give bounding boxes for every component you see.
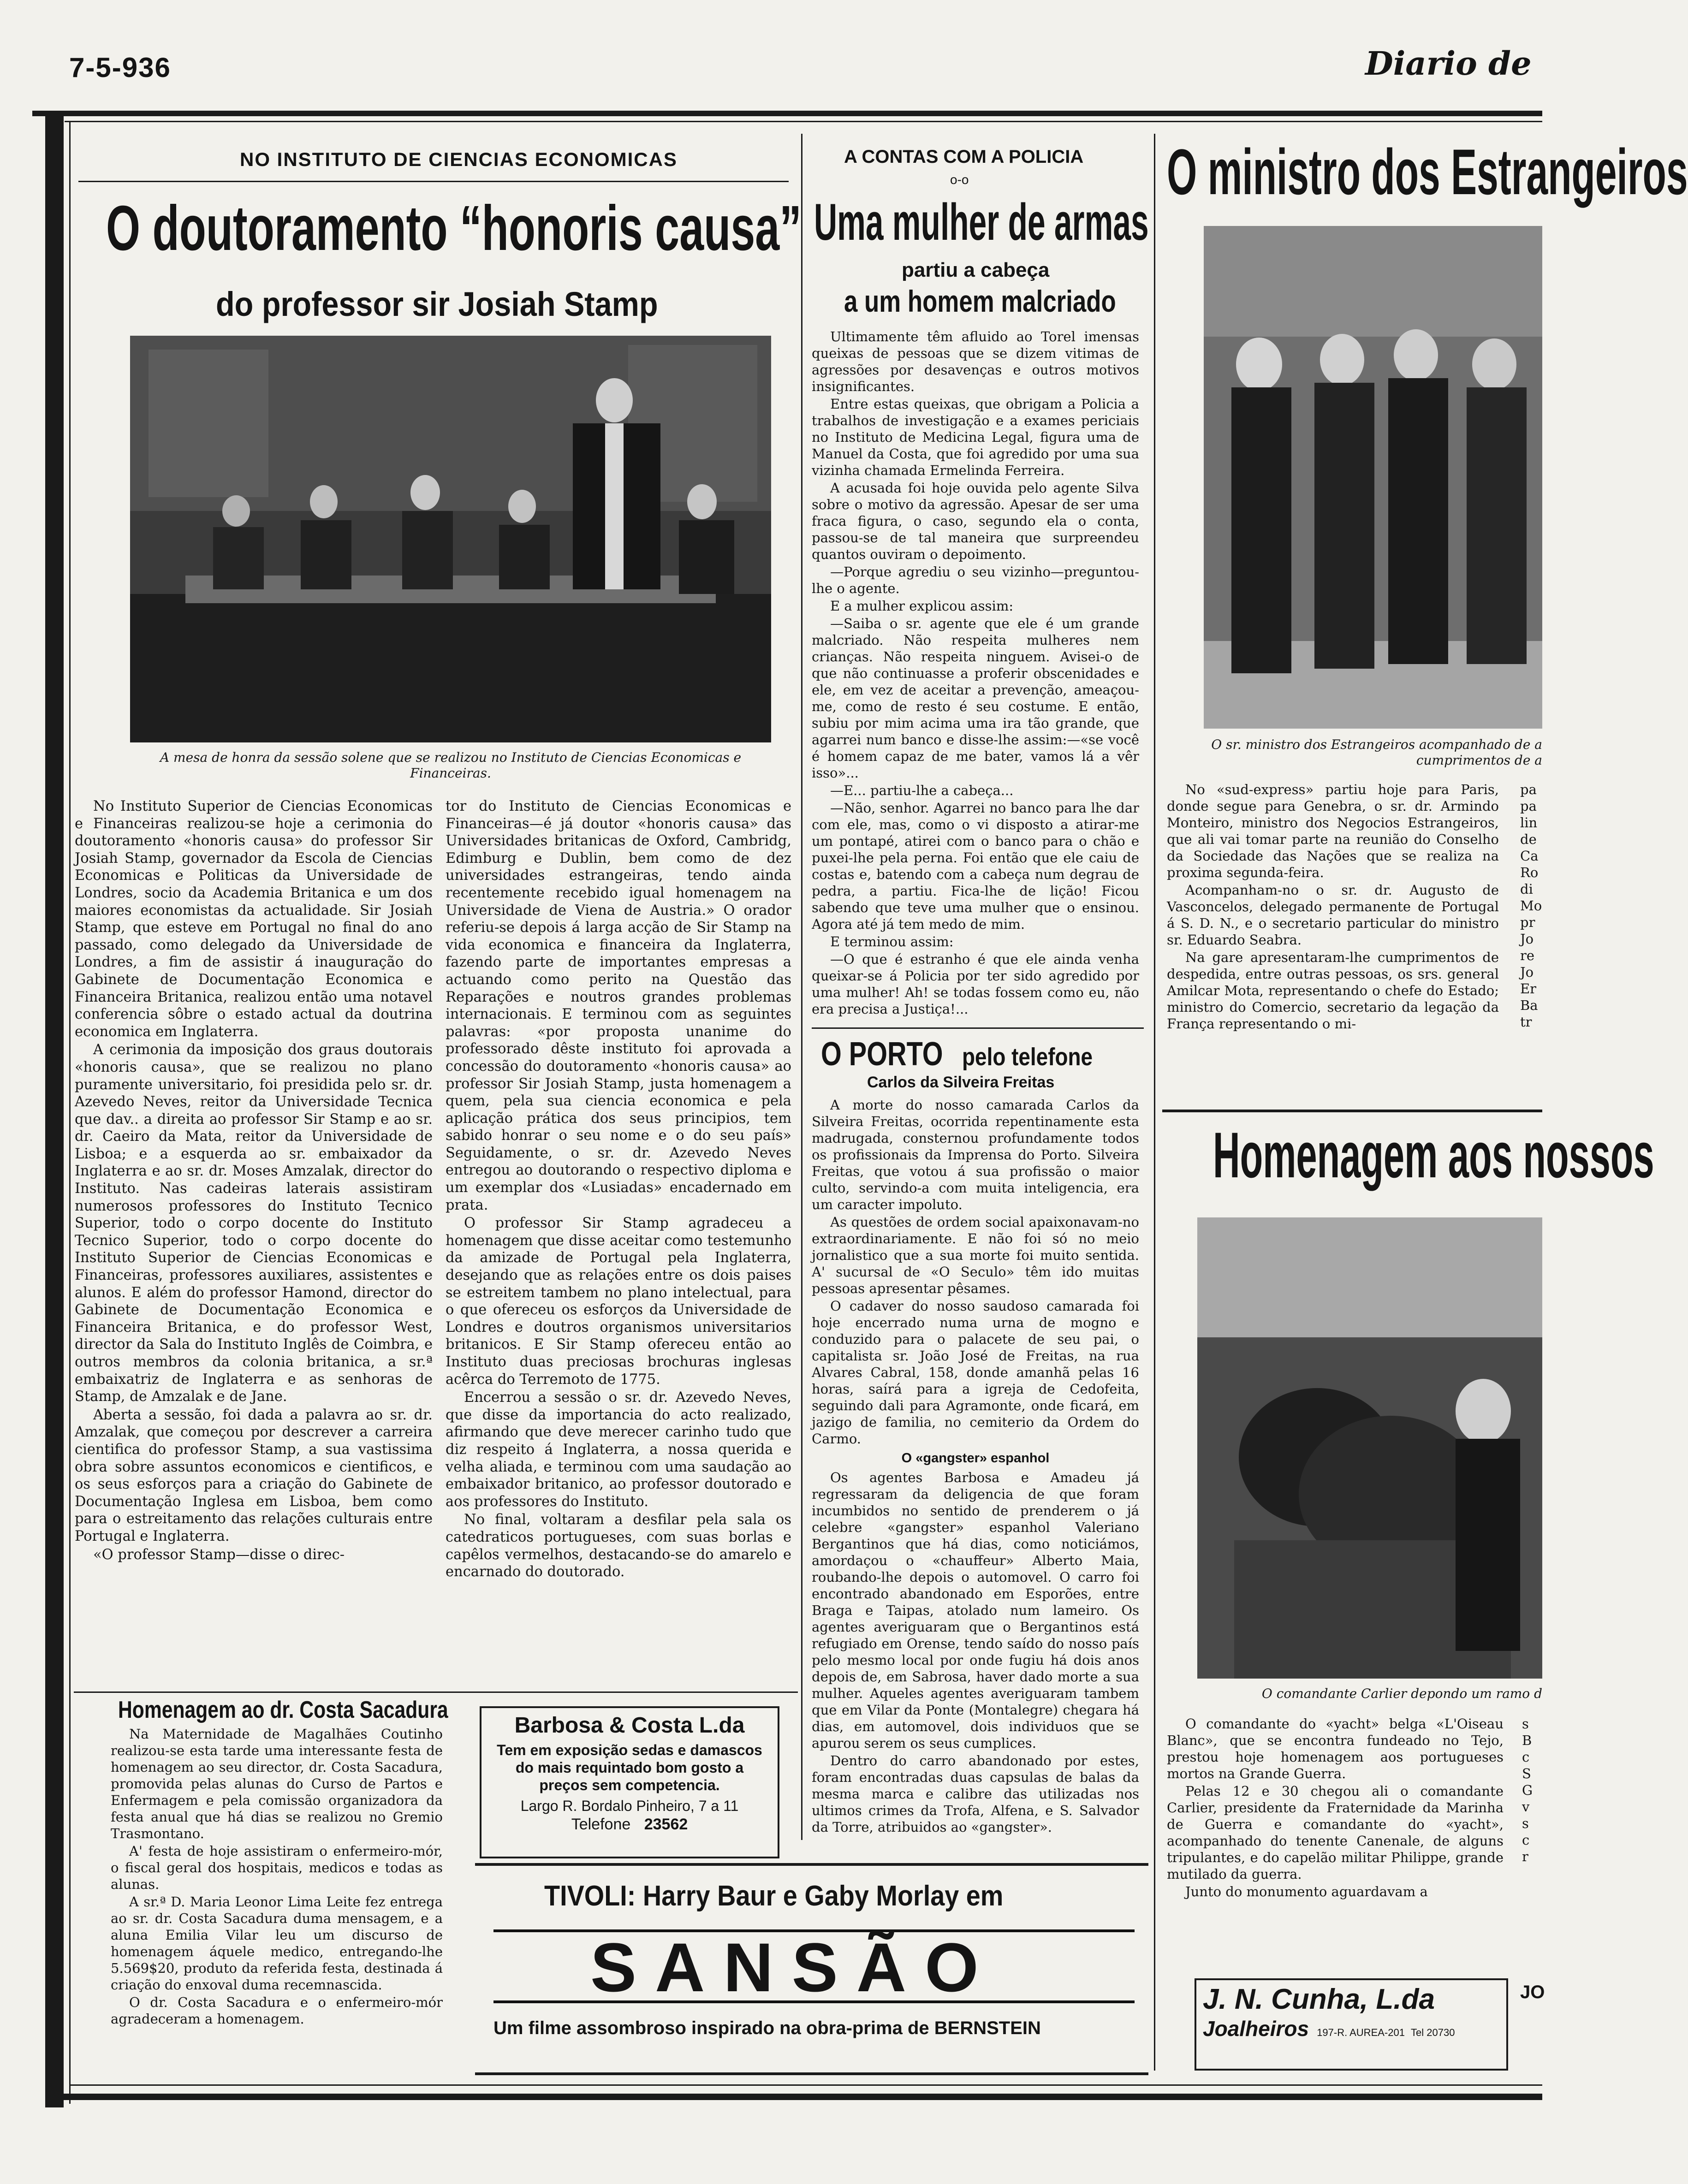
porto-headline-rest: pelo telefone — [962, 1043, 1093, 1071]
ceremony-photo-illustration — [130, 336, 771, 742]
ministro-col2-l12: Jo — [1520, 964, 1534, 980]
policia-ornament: o-o — [950, 172, 969, 187]
page-date: 7-5-936 — [69, 52, 171, 83]
porto-gangster-title: O «gangster» espanhol — [901, 1451, 1050, 1466]
policia-sub1: partiu a cabeça — [902, 259, 1050, 281]
porto-p2: As questões de ordem social apaixonavam-no extraordinariamente. E não foi só no meio jornalistico que a sua morte foi muito sentida. A' sucursal de «O Seculo» têm ido muitas pessoas apresentar pêsames. — [812, 1214, 1139, 1296]
porto-headline — [821, 1035, 1116, 1076]
instituto-col2-p1: tor do Instituto de Ciencias Economicas e Financeiras—é já doutor «honoris causa» das Universidades britanicas de Oxford, Cambridg, Edimburg e Dublin, bem como de dez universidades estrangeiras, tendo ainda recentemente recebido igual homenagem na Universidade de Viena de Austria.» O orador referiu-se depois á larga acção de Sir Stamp na vida economica e financeira da Inglaterra, fazendo parte de importantes empresas a actuando como perito na Questão das Reparações e noutros grandes problemas internacionais. E terminou com as seguintes palavras: «por proposta unanime do professorado dêste instituto foi aprovada a concessão do doutoramento «honoris causa» ao professor Sir Josiah Stamp, justa homenagem a quem, pela sua ciencia economica e pela aplicação prática dos seus principios, tem sabido honrar o seu nome e o do seu país» Seguidamente, o sr. dr. Azevedo Neves entregou ao doutorando o respectivo diploma e um exemplar dos «Lusiadas» encadernado em prata. — [446, 798, 791, 1213]
cunha-ad — [1195, 1978, 1508, 2071]
ministro-col2-l2: pa — [1520, 798, 1537, 814]
tivoli-line1: TIVOLI: Harry Baur e Gaby Morlay em — [544, 1880, 1004, 1912]
policia-p9: E terminou assim: — [830, 934, 954, 950]
sacadura-p1: Na Maternidade de Magalhães Coutinho realizou-se esta tarde uma interessante festa de homenagem ao seu director, dr. Costa Sacadura, promovida pelas alunas do Curso de Partos e Enfermagem e pela comissão organizadora da festa anual que há dias se realizou no Gremio Trasmontano. — [111, 1726, 443, 1841]
ministro-col2-l8: Mo — [1520, 898, 1542, 914]
instituto-col1-p1: No Instituto Superior de Ciencias Economicas e Financeiras realizou-se hoje a cerimonia do doutoramento «honoris causa» do professor Sir Josiah Stamp, governador da Escola de Ciencias Economicas e Politicas da Universidade de Londres, socio da Academia Britanica e um dos maiores economistas da actualidade. Sir Josiah Stamp, que esteve em Portugal no final do ano passado, como delegado da Universidade de Londres, a fim de assistir á inauguração do Gabinete de Documentação Economica e Financeira Britanica, realizou então uma notavel conferencia sôbre o estado actual da doutrina economica em Inglaterra. — [75, 798, 433, 1040]
barbosa-phone-label: Telefone — [571, 1816, 631, 1833]
instituto-col2-p4: No final, voltaram a desfilar pela sala os catedraticos portugueses, com suas borlas e capêlos vermelhos, destacando-se do amarelo e encarnado do doutorado. — [446, 1512, 791, 1580]
policia-p1: Ultimamente têm afluido ao Torel imensas queixas de pessoas que se dizem vitimas de agressões por desavenças e outros motivos insignificantes. — [812, 329, 1139, 394]
top-rule-thin — [65, 121, 1542, 122]
ministro-photo-illustration — [1204, 226, 1542, 729]
barbosa-title: Barbosa & Costa L.da — [514, 1713, 745, 1738]
barbosa-address: Largo R. Bordalo Pinheiro, 7 a 11 — [520, 1798, 739, 1814]
left-border — [45, 111, 64, 2107]
homenagem-col2-l2: B — [1522, 1733, 1532, 1748]
ministro-col2-l15: tr — [1520, 1014, 1532, 1030]
tivoli-tagline: Um filme assombroso inspirado na obra-prima de BERNSTEIN — [493, 2018, 1041, 2038]
instituto-kicker-rule — [78, 181, 789, 182]
ministro-col2-l14: Ba — [1520, 997, 1538, 1013]
ministro-bottom-rule — [1162, 1110, 1542, 1112]
porto-p3: O cadaver do nosso saudoso camarada foi hoje encerrado numa urna de mogno e conduzido para o palacete de seu pai, o capitalista sr. João José de Freitas, na rua Alvares Cabral, 158, donde amanhã pelas 16 horas, saírá para a igreja de Cedofeita, seguindo dali para Agramonte, onde ficará, em jazigo de familia, no cemiterio da Ordem do Carmo. — [812, 1298, 1139, 1447]
ministro-col2-l7: di — [1520, 881, 1533, 897]
cunha-phone: Tel 20730 — [1411, 2027, 1455, 2038]
policia-headline: Uma mulher de armas — [814, 193, 1149, 251]
cunha-sub-line — [1203, 2016, 1500, 2041]
homenagem-col2-l1: s — [1522, 1716, 1529, 1732]
porto-headline-bold: O PORTO — [821, 1036, 943, 1073]
ministro-col2-l11: re — [1520, 948, 1535, 963]
policia-bottom-rule — [812, 1027, 1144, 1029]
ministro-col2-l9: pr — [1520, 914, 1535, 930]
policia-p6: —Saiba o sr. agente que ele é um grande malcriado. Não respeita mulheres nem crianças. Não respeita ninguem. Avisei-o de que não continuasse a proferir obscenidades e ele, em vez de aceitar a prevenção, ameaçou-me, como de resto é seu costume. E então, subiu por mim acima uma ira tão grande, que agarrei num banco e disse-lhe assim:—«se você é homem capaz de me bater, vamos lá a vêr isso»... — [812, 616, 1139, 781]
homenagem-photo-illustration — [1197, 1217, 1542, 1679]
barbosa-ad — [480, 1706, 779, 1858]
tivoli-title: SANSÃO — [590, 1929, 997, 2006]
ministro-col2-l1: pa — [1520, 782, 1537, 797]
cunha-title: J. N. Cunha, L.da — [1203, 1983, 1435, 2015]
instituto-column-2 — [446, 798, 791, 1688]
instituto-column-1 — [75, 798, 433, 1688]
policia-p10: —O que é estranho é que ele ainda venha queixar-se á Policia por ter sido agredido por uma mulher! Ah! se todas fossem como eu, não era precisa a Justiça!... — [812, 951, 1139, 1017]
ministro-p1: No «sud-express» partiu hoje para Paris, donde segue para Genebra, o sr. dr. Armindo Monteiro, ministro dos Negocios Estrangeiros, que ali vai tomar parte na reunião do Conselho da Sociedade das Nações que se realiza na proxima segunda-feira. — [1167, 782, 1499, 880]
sacadura-headline: Homenagem ao dr. Costa Sacadura — [118, 1697, 448, 1723]
policia-p5: E a mulher explicou assim: — [830, 598, 1014, 614]
ministro-col2-l6: Ro — [1520, 865, 1539, 880]
instituto-photo — [130, 336, 771, 742]
bottom-rule — [45, 2094, 1542, 2100]
homenagem-column-2 — [1522, 1715, 1542, 1974]
porto-p1: A morte do nosso camarada Carlos da Silveira Freitas, ocorrida repentinamente esta madrugada, consternou profundamente todos os profissionais da Imprensa do Porto. Silveira Freitas, que votou á sua profissão o maior culto, servindo-a com muita inteligencia, era um caracter impoluto. — [812, 1097, 1139, 1212]
cunha-sub: Joalheiros — [1203, 2017, 1309, 2041]
ministro-column-2 — [1520, 781, 1542, 1095]
instituto-kicker: NO INSTITUTO DE CIENCIAS ECONOMICAS — [240, 148, 678, 170]
homenagem-col2-l3: c — [1522, 1749, 1530, 1765]
ministro-column-1 — [1167, 781, 1499, 1095]
policia-p8: —Não, senhor. Agarrei no banco para lhe dar com ele, mas, como o vi disposto a atirar-me um pontapé, atirei com o banco para o chão e puxei-lhe pela perna. Foi então que ele caiu de costas e, batendo com a cabeça num degrau de pedra, a partiu. Fica-lhe de lição! Ficou sabendo que teve uma mulher que o ensinou. Agora até já tem medo de mim. — [812, 800, 1139, 932]
policia-p7: —E... partiu-lhe a cabeça... — [830, 783, 1014, 798]
homenagem-p3: Junto do monumento aguardavam a — [1185, 1884, 1428, 1899]
homenagem-col2-l6: v — [1522, 1799, 1530, 1815]
left-border-thin — [69, 121, 71, 2104]
ministro-p2: Acompanham-no o sr. dr. Augusto de Vasconcelos, delegado permanente de Portugal á S. D. N., e o secretario particular do ministro sr. Eduardo Seabra. — [1167, 882, 1499, 948]
ministro-photo-caption: O sr. ministro dos Estrangeiros acompanhado de a cumprimentos de a — [1211, 737, 1542, 768]
masthead: Diario de — [1365, 44, 1532, 83]
ministro-p3: Na gare apresentaram-lhe cumprimentos de despedida, entre outras pessoas, os srs. general Amilcar Mota, representando o chefe do Estado; ministro do Comercio, secretario da legação da França representando o mi- — [1167, 950, 1499, 1032]
sacadura-p3: A sr.ª D. Maria Leonor Lima Leite fez entrega ao sr. dr. Costa Sacadura duma mensagem, e a aluna Emilia Vilar leu um discurso de homenagem áquele medico, entregando-lhe 5.569$20, produto da referida festa, destinada á criação do enxoval duma recemnascida. — [111, 1894, 443, 1993]
instituto-col1-p4: «O professor Stamp—disse o direc- — [93, 1546, 345, 1563]
policia-kicker: A CONTAS COM A POLICIA — [844, 147, 1084, 167]
barbosa-phone: 23562 — [644, 1816, 688, 1833]
homenagem-photo — [1197, 1217, 1542, 1679]
top-rule — [32, 111, 1542, 116]
instituto-bottom-rule — [74, 1691, 798, 1693]
sacadura-p4: O dr. Costa Sacadura e o enfermeiro-mór agradeceram a homenagem. — [111, 1994, 443, 2027]
policia-sub2: a um homem malcriado — [844, 284, 1116, 318]
policia-p3: A acusada foi hoje ouvida pelo agente Silva sobre o motivo da agressão. Apesar de ser uma fraca figura, o caso, segundo ela o conta, passou-se de tal maneira que surpreendeu quantos ouviram o depoimento. — [812, 480, 1139, 562]
instituto-headline: O doutoramento “honoris causa” — [106, 193, 802, 264]
ministro-photo — [1204, 226, 1542, 729]
ministro-col2-l3: lin — [1520, 815, 1538, 831]
col-sep-2 — [1154, 134, 1155, 2071]
instituto-col2-p3: Encerrou a sessão o sr. dr. Azevedo Neves, que disse da importancia do acto realizado, afirmando que deve merecer carinho tudo que diz respeito á Inglaterra, a nossa querida e velha aliada, e terminou com uma saudação ao embaixador britanico, ao professor doutorado e aos professores do Instituto. — [446, 1389, 791, 1510]
homenagem-col2-l7: s — [1522, 1816, 1529, 1831]
homenagem-col2-l5: G — [1522, 1782, 1533, 1798]
porto-body — [812, 1097, 1139, 1839]
homenagem-col2-l9: r — [1522, 1849, 1528, 1864]
instituto-col1-p3: Aberta a sessão, foi dada a palavra ao sr. dr. Amzalak, que começou por descrever a carreira cientifica do professor Stamp, a sua vastissima obra sobre assuntos economicos e cientificos, e os seus esforços para a criação do Gabinete de Documentação Inglesa em Lisboa, bem como para o estreitamento das relações culturais entre Portugal e Inglaterra. — [75, 1407, 433, 1544]
ministro-col2-l10: Jo — [1520, 931, 1534, 947]
homenagem-col2-l8: c — [1522, 1832, 1530, 1848]
policia-body — [812, 328, 1139, 1020]
tivoli-ad — [475, 1863, 1148, 2075]
homenagem-p2: Pelas 12 e 30 chegou ali o comandante Carlier, presidente da Fraternidade da Marinha de Guerra e comandante do «yacht», acompanhado do tenente Canenale, de alguns tripulantes, e do capelão militar Philippe, grande mutilado da guerra. — [1167, 1783, 1504, 1882]
barbosa-phone-line — [491, 1815, 768, 1834]
ministro-col2-l13: Er — [1520, 981, 1537, 997]
homenagem-column-1 — [1167, 1715, 1504, 1974]
barbosa-line1: Tem em exposição sedas e damascos do mais requintado bom gosto a preços sem competencia. — [497, 1742, 762, 1793]
porto-gangster-p2: Dentro do carro abandonado por estes, foram encontradas duas capsulas de balas da mesma marca e calibre das utilizadas nos ultimos crimes da Trofa, Alfena, e S. Salvador da Torre, atribuidos ao «gangster». — [812, 1753, 1139, 1835]
policia-p2: Entre estas queixas, que obrigam a Policia a trabalhos de investigação e a exames periciais no Instituto de Medicina Legal, figura uma de Manuel da Costa, que foi agredido por uma sua vizinha chamada Ermelinda Ferreira. — [812, 396, 1139, 478]
porto-gangster-p1: Os agentes Barbosa e Amadeu já regressaram da deligencia de que foram incumbidos no sentido de prenderem o já celebre «gangster» espanhol Valeriano Bergantinos que há dias, como noticiámos, amordaçou o «chauffeur» Alberto Maia, roubando-lhe depois o automovel. O carro foi encontrado abandonado em Esporões, entre Braga e Taipas, atolado num lameiro. Os agentes averiguaram que o Bergantinos está refugiado em Orense, tendo saído do nosso país pelo mesmo local por onde fugiu há dois anos depois de, em Sabrosa, haver dado morte a sua mulher. Aqueles agentes averiguaram tambem que em Vilar da Ponte (Montalegre) chegara há dias, em automovel, dois individuos que se apurou serem os seus cumplices. — [812, 1470, 1139, 1751]
ministro-headline: O ministro dos Estrangeiros — [1167, 136, 1688, 208]
homenagem-col2-l4: S — [1522, 1766, 1531, 1781]
homenagem-p1: O comandante do «yacht» belga «L'Oiseau Blanc», que se encontra fundeado no Tejo, prestou hoje homenagem aos portugueses mortos na Grande Guerra. — [1167, 1716, 1504, 1781]
instituto-subhead: do professor sir Josiah Stamp — [216, 285, 658, 323]
bottom-rule-thin — [69, 2084, 1542, 2086]
homenagem-headline: Homenagem aos nossos — [1213, 1119, 1654, 1191]
col-sep-1 — [801, 134, 802, 1840]
instituto-col2-p2: O professor Sir Stamp agradeceu a homenagem que disse aceitar como testemunho da amizade de Portugal pela Inglaterra, desejando que as relações entre os dois paises se estreitem tambem no plano intelectual, para o que ofereceu os esforços da Universidade de Londres e doutros organismos universitarios britanicos. E Sir Stamp ofereceu então ao Instituto duas preciosas brochuras inglesas acêrca do Terremoto de 1775. — [446, 1215, 791, 1388]
ministro-col2-l5: Ca — [1520, 848, 1539, 864]
instituto-photo-caption: A mesa de honra da sessão solene que se realizou no Instituto de Ciencias Economicas e Financeiras. — [160, 750, 742, 781]
policia-p4: —Porque agrediu o seu vizinho—preguntou-lhe o agente. — [812, 564, 1139, 596]
ministro-col2-l4: de — [1520, 831, 1537, 847]
homenagem-photo-caption: O comandante Carlier depondo um ramo d — [1261, 1686, 1542, 1701]
cunha-extra: JO — [1520, 1982, 1545, 2002]
instituto-col1-p2: A cerimonia da imposição dos graus doutorais «honoris causa», que se realizou no plano puramente universitario, foi presidida pelo sr. dr. Azevedo Neves, reitor da Universidade Tecnica que dav.. a direita ao professor Sir Stamp e ao sr. dr. Caeiro da Mata, reitor da Universidade de Lisboa; e a esquerda ao sr. embaixador da Inglaterra e ao sr. dr. Moses Amzalak, director do Instituto. Nas cadeiras laterais assistiram numerosos professores do Instituto Tecnico Superior, todo o corpo docente do Instituto Tecnico Superior, todo o corpo docente do Instituto Superior de Ciencias Economicas e Financeiras, professores auxiliares, assistentes e alunos. E além do professor Hamond, director do Gabinete de Documentação Economica e Financeira Britanica, e do professor West, director da Sala do Instituto Inglês de Coimbra, e outros membros da colonia britanica, a sr.ª embaixatriz de Inglaterra e as senhoras de Stamp, de Amzalak e de Jane. — [75, 1042, 433, 1405]
cunha-address: 197-R. AUREA-201 — [1317, 2027, 1405, 2038]
sacadura-body — [111, 1726, 443, 2067]
sacadura-p2: A' festa de hoje assistiram o enfermeiro-mór, o fiscal geral dos hospitais, medicos e todas as alunas. — [111, 1843, 443, 1892]
porto-sub: Carlos da Silveira Freitas — [867, 1074, 1055, 1091]
